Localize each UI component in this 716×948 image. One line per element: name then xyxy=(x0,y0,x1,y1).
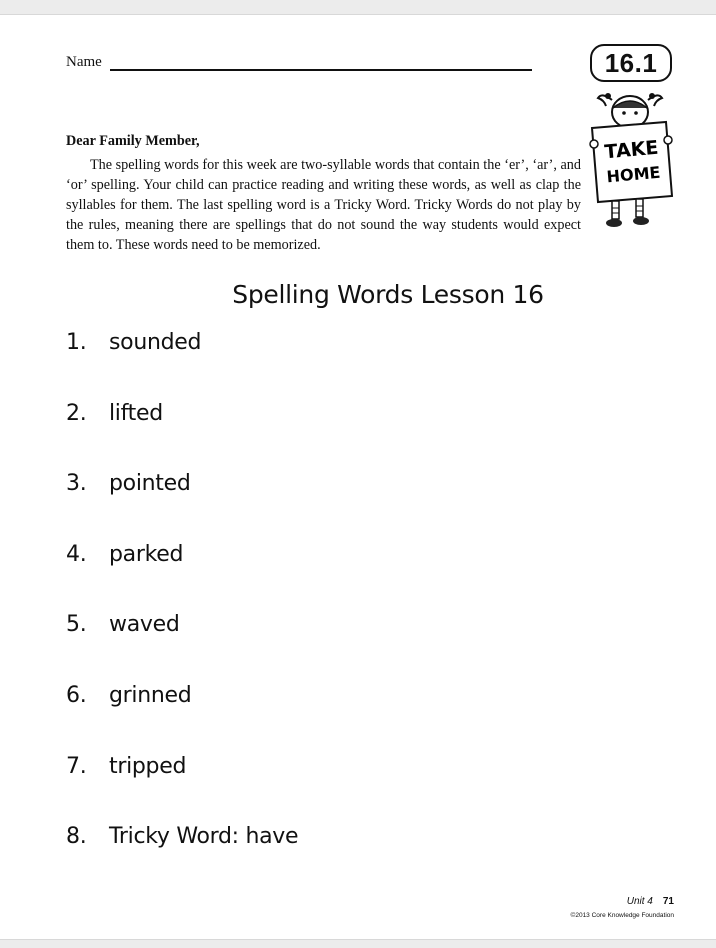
footer-unit-page xyxy=(627,896,674,907)
take-home-sign-line1: TAKE xyxy=(603,136,660,164)
word-number: 8. xyxy=(66,824,87,850)
spelling-word: lifted xyxy=(109,400,163,426)
word-number: 2. xyxy=(66,400,87,426)
take-home-girl-icon xyxy=(584,86,684,236)
name-row xyxy=(66,54,532,71)
list-item xyxy=(66,471,298,542)
word-number: 5. xyxy=(66,612,87,638)
spelling-word-list xyxy=(66,330,298,895)
footer-unit-label: Unit 4 xyxy=(626,896,653,907)
spelling-word: sounded xyxy=(109,330,202,355)
word-number: 6. xyxy=(66,682,87,708)
letter-body: The spelling words for this week are two-syllable words that contain the ‘er’, ‘ar’, and ‘or’ spelling. Your child can practice reading and writing these words, as well as clap the syllables for them. The last spelling word is a Tricky Word. Tricky Words do not play by the rules, meaning there are spellings that do not sound the way students would expect them to. These words need to be memorized. xyxy=(66,157,581,253)
list-item xyxy=(66,401,298,472)
letter-salutation: Dear Family Member, xyxy=(66,133,200,149)
list-item xyxy=(66,542,298,613)
spelling-word: pointed xyxy=(109,471,191,497)
spelling-word: waved xyxy=(109,612,180,638)
list-item xyxy=(66,824,298,895)
page-number: 71 xyxy=(662,896,674,907)
page-title: Spelling Words Lesson 16 xyxy=(232,280,544,309)
spelling-word: Tricky Word: have xyxy=(109,824,299,850)
word-number: 1. xyxy=(66,330,87,355)
spelling-word: grinned xyxy=(109,682,192,708)
list-item xyxy=(66,330,298,401)
family-letter xyxy=(66,131,581,255)
spelling-word: parked xyxy=(109,541,184,567)
list-item xyxy=(66,754,298,825)
spelling-word: tripped xyxy=(109,753,187,779)
name-field-line[interactable] xyxy=(110,55,532,71)
name-label: Name xyxy=(66,54,102,70)
list-item xyxy=(66,683,298,754)
page-bottom-edge xyxy=(0,939,716,948)
word-number: 3. xyxy=(66,471,87,497)
word-number: 4. xyxy=(66,541,87,567)
take-home-sign-line2: HOME xyxy=(605,162,662,187)
list-item xyxy=(66,612,298,683)
word-number: 7. xyxy=(66,753,87,779)
page-top-edge xyxy=(0,0,716,15)
lesson-number-badge: 16.1 xyxy=(590,44,672,82)
copyright-notice: ©2013 Core Knowledge Foundation xyxy=(570,912,674,919)
